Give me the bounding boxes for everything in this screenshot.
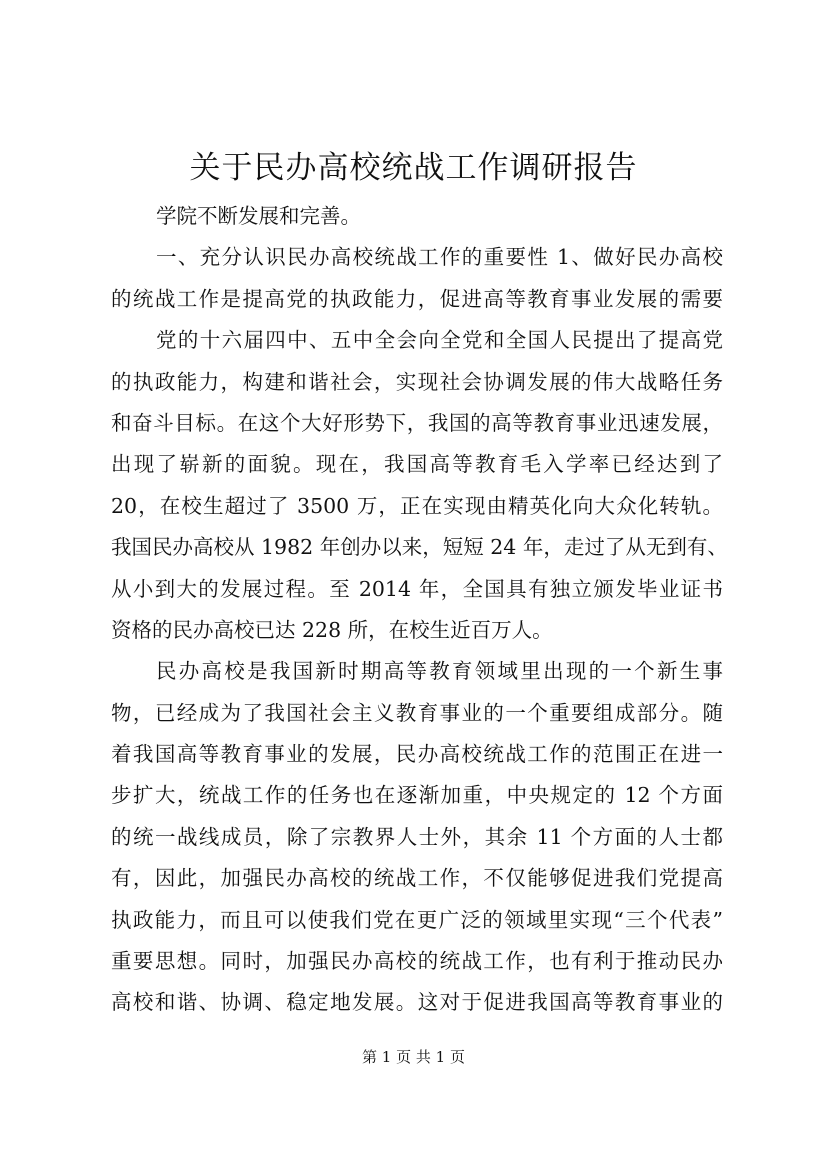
text-line: 学院不断发展和完善。	[156, 204, 361, 228]
document-title: 关于民办高校统战工作调研报告	[189, 150, 638, 186]
text-line: 的执政能力，构建和谐社会，实现社会协调发展的伟大战略任务	[111, 369, 723, 394]
text-line: 党的十六届四中、五中全会向全党和全国人民提出了提高党	[156, 328, 723, 353]
text-line: 我国民办高校从 1982 年创办以来，短短 24 年，走过了从无到有、	[111, 535, 728, 560]
page-footer: 第 1 页 共 1 页	[362, 1048, 465, 1066]
text-line: 和奋斗目标。在这个大好形势下，我国的高等教育事业迅速发展，	[111, 410, 723, 435]
text-line: 有，因此，加强民办高校的统战工作，不仅能够促进我们党提高	[111, 866, 723, 891]
text-line: 出现了崭新的面貌。现在，我国高等教育毛入学率已经达到了	[111, 452, 723, 477]
text-line: 步扩大，统战工作的任务也在逐渐加重，中央规定的 12 个方面	[111, 783, 723, 808]
text-line: 执政能力，而且可以使我们党在更广泛的领域里实现“三个代表”	[111, 907, 723, 932]
text-line: 的统一战线成员，除了宗教界人士外，其余 11 个方面的人士都	[111, 824, 723, 849]
text-line: 高校和谐、协调、稳定地发展。这对于促进我国高等教育事业的	[111, 990, 723, 1015]
text-line: 的统战工作是提高党的执政能力，促进高等教育事业发展的需要	[111, 286, 723, 311]
text-line: 着我国高等教育事业的发展，民办高校统战工作的范围正在进一	[111, 742, 723, 767]
text-line: 20，在校生超过了 3500 万，正在实现由精英化向大众化转轨。	[111, 493, 723, 518]
text-line: 资格的民办高校已达 228 所，在校生近百万人。	[111, 617, 553, 642]
text-line: 从小到大的发展过程。至 2014 年，全国具有独立颁发毕业证书	[111, 576, 723, 601]
text-line: 重要思想。同时，加强民办高校的统战工作，也有利于推动民办	[111, 949, 723, 974]
text-line: 一、充分认识民办高校统战工作的重要性 1、做好民办高校	[156, 245, 723, 270]
text-line: 民办高校是我国新时期高等教育领域里出现的一个新生事	[156, 659, 723, 684]
document-body	[111, 196, 728, 1024]
text-line: 物，已经成为了我国社会主义教育事业的一个重要组成部分。随	[111, 700, 723, 725]
